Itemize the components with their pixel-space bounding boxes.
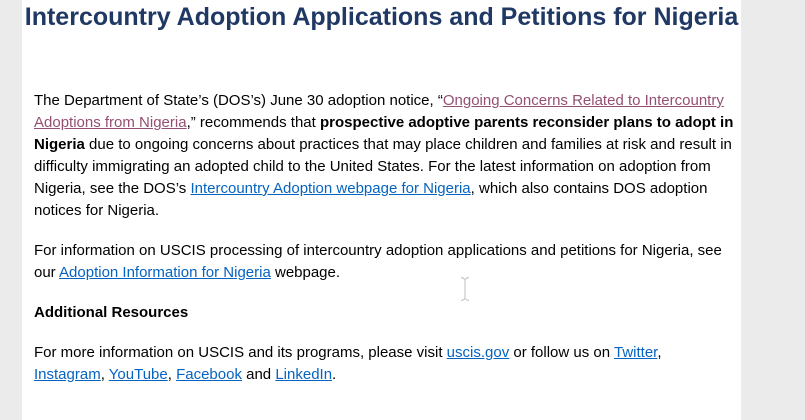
- resources-separator: ,: [167, 366, 177, 383]
- document-page: [22, 0, 741, 420]
- text-cursor-icon: [458, 276, 472, 302]
- resources-separator: and: [241, 366, 276, 383]
- resources-separator: ,: [657, 344, 662, 361]
- instagram-link[interactable]: Instagram: [34, 366, 101, 383]
- notice-text-recommends: ,” recommends that: [186, 114, 320, 131]
- notice-text-body: due to ongoing concerns about practices that may place children and families at risk and result in difficulty immigrating an adopted child to the United States. For the latest information on adoption from Nigeria, see the DOS’s: [34, 136, 732, 197]
- additional-resources-heading: Additional Resources: [34, 304, 189, 321]
- resources-text-intro: For more information on USCIS and its programs, please visit: [34, 344, 447, 361]
- linkedin-link[interactable]: LinkedIn: [275, 366, 333, 383]
- uscis-info-text: For information on USCIS processing of intercountry adoption applications and petitions for Nigeria, see our: [34, 242, 722, 281]
- resources-separator: ,: [100, 366, 109, 383]
- uscis-info-paragraph: [34, 240, 734, 284]
- youtube-link[interactable]: YouTube: [108, 366, 168, 383]
- resources-paragraph: [34, 342, 734, 386]
- uscis-gov-link[interactable]: uscis.gov: [446, 344, 510, 361]
- intercountry-adoption-webpage-link[interactable]: Intercountry Adoption webpage for Nigeria: [190, 180, 471, 197]
- twitter-link[interactable]: Twitter: [613, 344, 658, 361]
- resources-text-follow: or follow us on: [509, 344, 614, 361]
- document-title: Intercountry Adoption Applications and Petitions for Nigeria: [24, 3, 739, 31]
- uscis-info-text-end: webpage.: [270, 264, 341, 281]
- ongoing-concerns-link[interactable]: Ongoing Concerns Related to Intercountry Adoptions from Nigeria: [34, 92, 724, 131]
- notice-paragraph: [34, 90, 734, 222]
- adoption-information-link[interactable]: Adoption Information for Nigeria: [59, 264, 271, 281]
- notice-text-intro: The Department of State’s (DOS’s) June 30 adoption notice, “: [34, 92, 443, 109]
- notice-bold-text: prospective adoptive parents reconsider plans to adopt in Nigeria: [34, 114, 734, 153]
- facebook-link[interactable]: Facebook: [176, 366, 242, 383]
- resources-text-end: .: [332, 366, 337, 383]
- notice-text-end: , which also contains DOS adoption notices for Nigeria.: [34, 180, 708, 219]
